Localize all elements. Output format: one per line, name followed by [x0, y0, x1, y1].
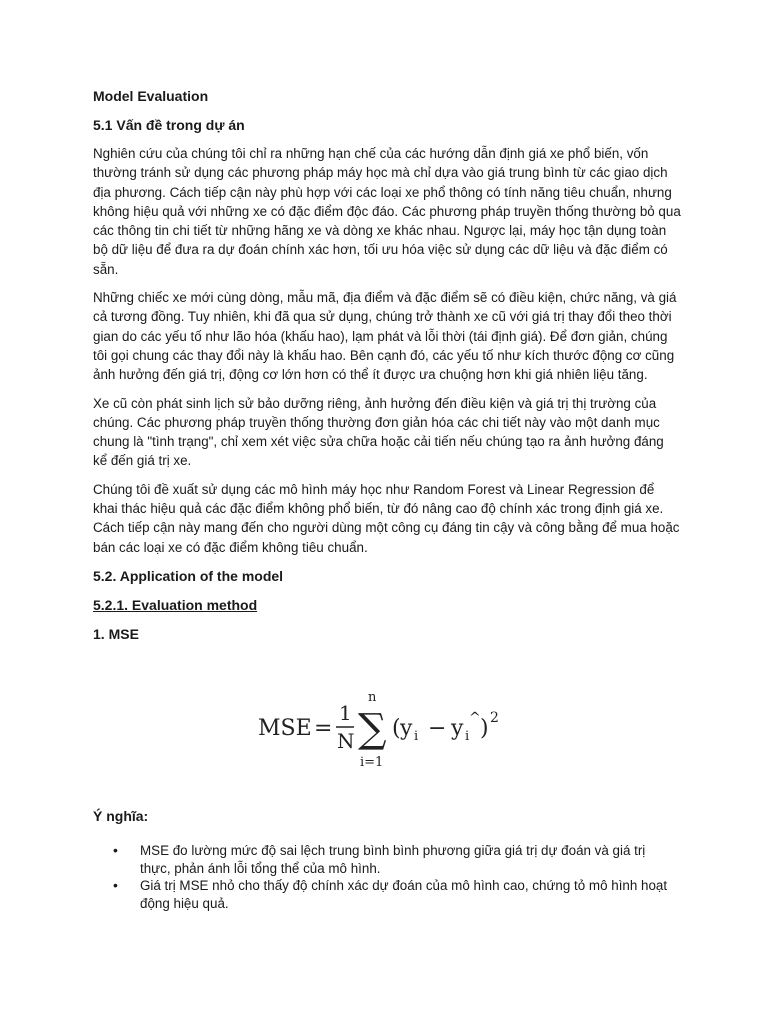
- paragraph: Chúng tôi đề xuất sử dụng các mô hình máy học như Random Forest và Linear Regression để khai thác hiệu quả các đặc điểm không phổ biến, từ đó nâng cao độ chính xác trong định giá xe. Cách tiếp cận này mang đến cho người dùng một công cụ đáng tin cậy và công bằng để mua hoặc bán các loại xe có đặc điểm không tiêu chuẩn.: [93, 481, 680, 555]
- mse-item-heading: 1. MSE: [93, 625, 139, 642]
- formula-lparen: (: [392, 716, 401, 741]
- formula-hat: ^: [469, 710, 481, 726]
- formula-lower-limit: i=1: [360, 755, 384, 770]
- formula-upper-limit: n: [368, 690, 377, 705]
- formula-lhs: MSE: [258, 716, 312, 741]
- formula-y-hat: y: [451, 716, 464, 741]
- document-title: Model Evaluation: [93, 88, 209, 104]
- bullet-icon: •: [113, 877, 118, 893]
- formula-rparen: ): [480, 716, 489, 741]
- section-heading-5-1: 5.1 Vấn đề trong dự án: [93, 117, 245, 133]
- formula-numerator: 1: [339, 701, 352, 725]
- paragraph: Xe cũ còn phát sinh lịch sử bảo dưỡng riêng, ảnh hưởng đến điều kiện và giá trị thị trường của chúng. Các phương pháp truyền thống thường đơn giản hóa các chi tiết này vào một danh mục chung là "tình trạng", chỉ xem xét việc sửa chữa hoặc cải tiến nếu chúng tạo ra ảnh hưởng đáng kể đến giá trị xe.: [93, 395, 664, 469]
- formula-exponent: 2: [490, 710, 499, 726]
- formula-minus: −: [428, 716, 447, 741]
- paragraph: Nghiên cứu của chúng tôi chỉ ra những hạn chế của các hướng dẫn định giá xe phổ biến, vốn thường tránh sử dụng các phương pháp máy học mà chỉ dựa vào giá trung bình từ các giao dịch địa phương. Cách tiếp cận này phù hợp với các loại xe phổ thông có tính năng tiêu chuẩn, nhưng không hiệu quả với những xe có đặc điểm độc đáo. Các phương pháp truyền thống thường bỏ qua các thông tin chi tiết từ những hãng xe và dòng xe khác nhau. Ngược lại, máy học tận dụng toàn bộ dữ liệu để đưa ra dự đoán chính xác hơn, tối ưu hóa việc sử dụng các dữ liệu và đặc điểm có sẵn.: [93, 146, 681, 277]
- subsection-heading-5-2-1: 5.2.1. Evaluation method: [93, 596, 258, 613]
- bullet-text: Giá trị MSE nhỏ cho thấy độ chính xác dự đoán của mô hình cao, chứng tỏ mô hình hoạt động hiệu quả.: [140, 878, 668, 911]
- document-page: [93, 86, 681, 644]
- formula-subscript-i: i: [414, 729, 419, 744]
- list-item: [113, 877, 673, 912]
- formula-subscript-i-hat: i: [465, 729, 470, 744]
- list-item: [113, 842, 673, 877]
- bullet-text: MSE đo lường mức độ sai lệch trung bình bình phương giữa giá trị dự đoán và giá trị thực, phản ánh lỗi tổng thể của mô hình.: [140, 843, 646, 876]
- bullet-icon: •: [113, 842, 118, 858]
- paragraph: Những chiếc xe mới cùng dòng, mẫu mã, địa điểm và đặc điểm sẽ có điều kiện, chức năng, và giá cả tương đồng. Tuy nhiên, khi đã qua sử dụng, chúng trở thành xe cũ với giá trị thay đổi theo thời gian do các yếu tố như lão hóa (khấu hao), lạm phát và lỗi thời (tái định giá). Để đơn giản, chúng tôi gọi chung các thay đổi này là khấu hao. Bên cạnh đó, các yếu tố như kích thước động cơ cũng ảnh hưởng đến giá trị, động cơ lớn hơn có thể ít được ưa chuộng hơn khi giá nhiên liệu tăng.: [93, 290, 677, 383]
- sigma-symbol: ∑: [358, 706, 387, 752]
- meaning-bullet-list: [113, 842, 673, 912]
- formula-denominator: N: [337, 729, 355, 753]
- formula-equals: =: [314, 716, 333, 741]
- formula-y: y: [400, 716, 413, 741]
- meaning-heading: Ý nghĩa:: [93, 808, 149, 824]
- section-heading-5-2: 5.2. Application of the model: [93, 567, 284, 584]
- mse-formula: [258, 690, 518, 770]
